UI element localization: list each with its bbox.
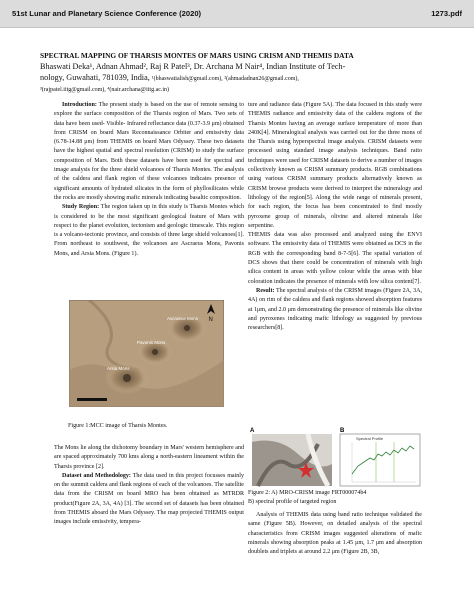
result-paragraph xyxy=(248,287,422,333)
paper-title: SPECTRAL MAPPING OF THARSIS MONTES OF MARS USING CRISM AND THEMIS DATA xyxy=(40,51,354,60)
dataset-label: Dataset and Methodology: xyxy=(62,472,131,479)
figure-2-caption-b: B) spectral profile of targeted region xyxy=(248,499,337,505)
author-line-2 xyxy=(40,72,440,85)
crism-image-panel xyxy=(252,434,332,486)
figure-2a-label: A xyxy=(250,428,255,434)
study-label: Study Region: xyxy=(62,204,100,211)
study-paragraph xyxy=(54,203,244,259)
result-text: The spectral analysis of the CRISM images (Figure 2A, 3A, 4A) on rim of the caldera and flank regions showed absorption features at 1μm, and 2.0 μm demonstrating the presence of minerals like olivine and pyroxenes indicating mafic lithology as suggested by previous researchers[8]. xyxy=(248,287,422,332)
right-column xyxy=(248,101,422,333)
map-label-pavonis: Pavonis Mons xyxy=(137,340,166,345)
spectral-profile-title: Spectral Profile xyxy=(356,436,384,441)
svg-text:N: N xyxy=(208,317,213,323)
figure-2 xyxy=(248,424,422,488)
result-label: Result: xyxy=(256,287,275,294)
mons-paragraph: The Mons lie along the dichotomy boundary in Mars' western hemisphere and are spaced approximately 700 kms along a north-eastern lineament within the Tharsis province [2]. xyxy=(54,445,244,470)
figure-2b-label: B xyxy=(340,428,345,434)
map-label-ascraeus: Ascraeus Mons xyxy=(167,316,199,321)
spectral-profile-plot xyxy=(340,434,420,486)
intro-label: Introduction: xyxy=(62,102,97,108)
figure-2-caption xyxy=(248,489,424,507)
conference-header xyxy=(0,0,474,28)
author-emails-1: ¹(bhaswatialish@gmail.com), ²(ahmadadnan26@gmail.com), xyxy=(151,76,299,82)
themis-paragraph: THEMIS data was also processed and analyzed using the ENVI software. The emissivity data of THEMIS were obtained as DCS in the RGB with the corresponding band 8-7-5[6]. The spatial variation of DCS shows that there could be concentration of minerals with high silica content in areas with yellow colour while the areas with blue coloration indicates the presence of minerals with low silica content[7]. xyxy=(248,232,422,285)
author-block xyxy=(40,61,440,96)
intro-text: The present study is based on the use of remote sensing to explore the surface composition of the Tharsis region of Mars. Two sets of data have been used- Visible- Infrared reflectance data (0.37-3.9 μm) obtained from CRISM on board Mars Reconnaissance Orbiter and emissivity data (6.78-14.88 μm) from THEMIS on board Mars Odyssey. These two datasets have the highest spatial and spectral resolution (CRISM) to study the surface composition of Mars. Both these datasets have been used for spectral and image analysis for the three shield volcanoes of Tharsis Montes. The analysis of the caldera and flank region of these volcanoes indicates presence of significant amounts of hydrated silicates in the form of phyllosilicates while the rocks are mostly showing mafic minerals indicating basaltic composition. xyxy=(54,102,244,201)
tharsis-map-figure xyxy=(69,300,224,407)
study-text: The region taken up in this study is Tharsis Montes which is considered to be the most significant geological feature of Mars with respect to the planet evolution, tectonism and geologic timescale. This region is a volcano-tectonic province, and consists of three large shield volcanoes[1]. From northeast to southwest, the volcanoes are Ascraeus Mons, Pavonis Mons, and Arsia Mons. (Figure 1). xyxy=(54,204,244,257)
analysis-paragraph: Analysis of THEMIS data using band ratio technique validated the same (Figure 5B). However, on detailed analysis of the spectral characteristics from CRISM images suggested alterations of mafic minerals showing absorption peaks at 1.45 μm, 1.7 μm and absorption doublets and triplets at around 2.2 μm (Figure 2B, 3B, xyxy=(248,512,422,556)
scale-bar xyxy=(77,398,107,401)
left-column xyxy=(54,101,244,259)
figure-1-caption: Figure 1:MCC image of Tharsis Montes. xyxy=(68,423,168,429)
author-emails-2: ³(rajpatel.iitg@gmail.com), ⁴(nair.archana@iitg.ac.in) xyxy=(40,87,170,93)
conference-title: 51st Lunar and Planetary Science Conference (2020) xyxy=(12,9,202,18)
dataset-text: The data used in this project focusses mainly on the summit caldera and flank regions of each of the volcanoes. The satellite data from the CRISM on board MRO has been obtained as MTRDR product(Figure 2A, 3A, 4A) [3]. The second set of datasets has been obtained from THEMIS aboard the Mars Odyssey. The map projected THEMIS output images include emissivity, tempera- xyxy=(54,472,244,526)
affiliation-location: nology, Guwahati, 781039, India, xyxy=(40,73,150,82)
right-column-lower xyxy=(248,511,422,557)
page-id: 1273.pdf xyxy=(431,9,462,18)
author-line-1: Bhaswati Deka¹, Adnan Ahmad², Raj R Patel³, Dr. Archana M Nair⁴, Indian Institute of Tech- xyxy=(40,62,346,71)
dataset-paragraph xyxy=(54,472,244,528)
methodology-continued-paragraph: ture and radiance data (Figure 5A). The data focused in this study were THEMIS radiance and emissivity data of the caldera regions of the Tharsis Montes having an average surface temperature of more than 240K[4]. Mineralogical analysis was carried out for the three mons of the Tharsis using hyperspectral image analysis. CRISM datasets were processed using standard image analysis techniques. Band ratio techniques were used for CRISM datasets to derive a number of images collectively known as CRISM summary products. RGB combinations using various CRISM summary products alternatively known as CRISM browse products were derived to interpret the mineralogy and lithology of the region[5]. Along the wide range of minerals present, for each region, the focus has been concentrated to find mostly pyroxene group of minerals, olivine and altered minerals like serpentine. xyxy=(248,102,422,229)
map-label-arsia: Arsia Mons xyxy=(107,366,130,371)
figure-2-caption-a: Figure 2: A) MRO-CRISM image FRT000074b4 xyxy=(248,490,367,496)
intro-paragraph xyxy=(54,101,244,203)
left-column-lower xyxy=(54,444,244,528)
